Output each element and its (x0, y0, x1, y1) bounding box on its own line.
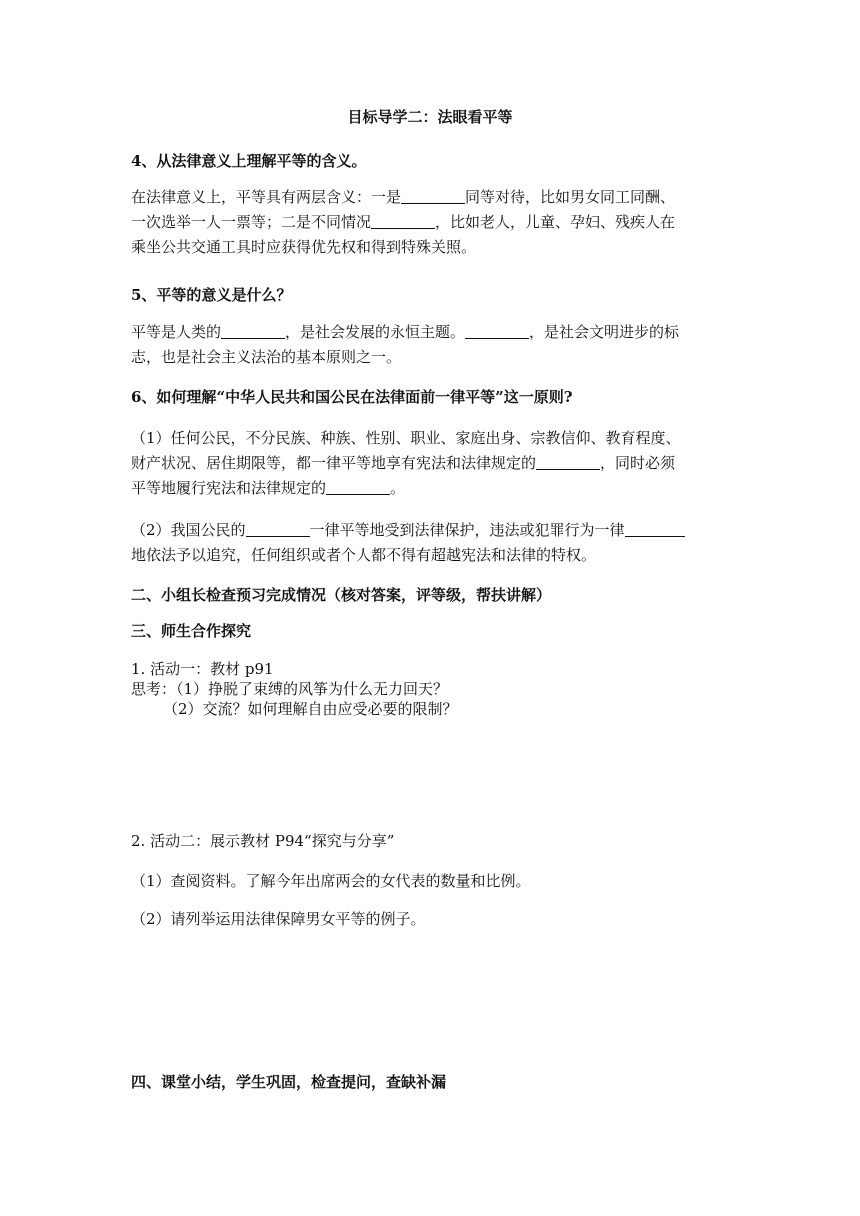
section-3-heading: 三、师生合作探究 (131, 622, 252, 640)
q5-text: 平等是人类的 (131, 323, 222, 341)
q4-text: 一次选举一人一票等；二是不同情况 (131, 213, 372, 231)
q4-text: ，比如老人，儿童、孕妇、残疾人在 (435, 213, 676, 231)
section-title: 目标导学二：法眼看平等 (347, 108, 513, 126)
fill-blank (371, 213, 435, 229)
q5-text: ，是社会文明进步的标 (529, 323, 680, 341)
q6-text: 一律平等地受到法律保护，违法或犯罪行为一律 (309, 521, 625, 539)
q4-title: 4、从法律意义上理解平等的含义。 (131, 152, 367, 170)
fill-blank (246, 521, 310, 537)
activity-2-question-2: （2）请列举运用法律保障男女平等的例子。 (131, 910, 426, 928)
q4-body (131, 185, 731, 260)
q6-text: 。 (390, 479, 406, 497)
fill-blank (536, 454, 600, 470)
q6-text: （1）任何公民，不分民族、种族、性别、职业、家庭出身、宗教信仰、教育程度、 (131, 429, 681, 447)
q5-text: ，是社会发展的永恒主题。 (285, 323, 466, 341)
activity-1-question-2: （2）交流？如何理解自由应受必要的限制？ (163, 700, 458, 718)
fill-blank (401, 188, 465, 204)
q4-text: 同等对待，比如男女同工同酬、 (465, 188, 676, 206)
fill-blank (221, 323, 285, 339)
activity-1-title: 1. 活动一：教材 p91 (131, 660, 274, 678)
q6-part1 (131, 426, 731, 501)
section-4-heading: 四、课堂小结，学生巩固，检查提问，查缺补漏 (131, 1073, 447, 1091)
q6-text: 地依法予以追究，任何组织或者个人都不得有超越宪法和法律的特权。 (131, 546, 597, 564)
activity-2-title: 2. 活动二：展示教材 P94“探究与分享” (131, 832, 395, 850)
q4-text: 在法律意义上，平等具有两层含义：一是 (131, 188, 402, 206)
q5-title: 5、平等的意义是什么？ (131, 286, 292, 304)
q4-text: 乘坐公共交通工具时应获得优先权和得到特殊关照。 (131, 238, 477, 256)
fill-blank (625, 521, 685, 537)
q6-text: 平等地履行宪法和法律规定的 (131, 479, 327, 497)
q6-part2 (131, 518, 731, 568)
activity-1-question-1: 思考：（1）挣脱了束缚的风筝为什么无力回天？ (131, 680, 449, 698)
fill-blank (326, 479, 390, 495)
section-2-heading: 二、小组长检查预习完成情况（核对答案，评等级，帮扶讲解） (131, 586, 552, 604)
activity-2-question-1: （1）查阅资料。了解今年出席两会的女代表的数量和比例。 (131, 872, 531, 890)
fill-blank (465, 323, 529, 339)
q5-text: 志，也是社会主义法治的基本原则之一。 (131, 348, 402, 366)
q6-text: 财产状况、居住期限等，都一律平等地享有宪法和法律规定的 (131, 454, 537, 472)
q5-body (131, 320, 731, 370)
activity-1 (131, 659, 731, 719)
q6-text: （2）我国公民的 (131, 521, 246, 539)
q6-title: 6、如何理解“中华人民共和国公民在法律面前一律平等”这一原则? (131, 388, 573, 406)
q6-text: ，同时必须 (600, 454, 676, 472)
